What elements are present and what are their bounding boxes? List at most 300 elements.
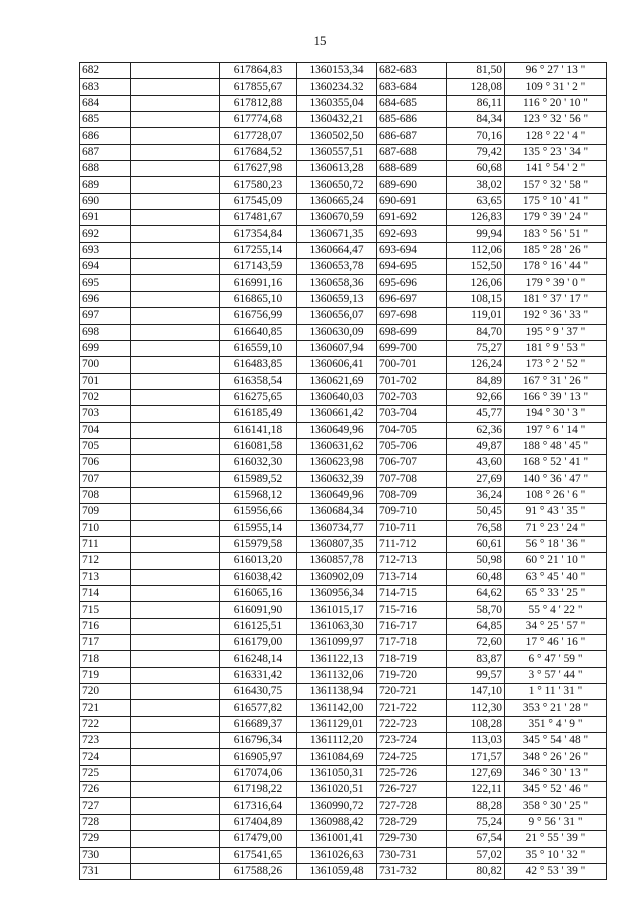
direction-angle-cell: 358 ° 30 ' 25 " (505, 798, 607, 814)
table-row (80, 586, 607, 602)
x-coordinate-cell: 616248,14 (220, 651, 297, 667)
table-row (80, 275, 607, 291)
point-number-cell: 712 (80, 553, 131, 569)
table-row (80, 226, 607, 242)
segment-cell: 707-708 (377, 471, 447, 487)
x-coordinate-cell: 616430,75 (220, 684, 297, 700)
segment-cell: 704-705 (377, 422, 447, 438)
y-coordinate-cell: 1360650,72 (297, 177, 377, 193)
point-number-cell: 719 (80, 667, 131, 683)
blank-cell (131, 112, 220, 128)
direction-angle-cell: 197 ° 6 ' 14 " (505, 422, 607, 438)
blank-cell (131, 308, 220, 324)
point-number-cell: 698 (80, 324, 131, 340)
blank-cell (131, 340, 220, 356)
table-row (80, 618, 607, 634)
blank-cell (131, 455, 220, 471)
point-number-cell: 710 (80, 520, 131, 536)
segment-cell: 693-694 (377, 242, 447, 258)
y-coordinate-cell: 1361132,06 (297, 667, 377, 683)
segment-cell: 727-728 (377, 798, 447, 814)
blank-cell (131, 602, 220, 618)
table-row (80, 455, 607, 471)
point-number-cell: 703 (80, 406, 131, 422)
length-cell: 113,03 (447, 733, 505, 749)
table-row (80, 177, 607, 193)
direction-angle-cell: 35 ° 10 ' 32 " (505, 847, 607, 863)
segment-cell: 685-686 (377, 112, 447, 128)
blank-cell (131, 177, 220, 193)
x-coordinate-cell: 616905,97 (220, 749, 297, 765)
x-coordinate-cell: 615955,14 (220, 520, 297, 536)
length-cell: 38,02 (447, 177, 505, 193)
y-coordinate-cell: 1360656,07 (297, 308, 377, 324)
table-row (80, 210, 607, 226)
segment-cell: 686-687 (377, 128, 447, 144)
segment-cell: 692-693 (377, 226, 447, 242)
x-coordinate-cell: 616038,42 (220, 569, 297, 585)
table-row (80, 128, 607, 144)
y-coordinate-cell: 1361050,31 (297, 765, 377, 781)
blank-cell (131, 373, 220, 389)
length-cell: 63,65 (447, 193, 505, 209)
direction-angle-cell: 178 ° 16 ' 44 " (505, 259, 607, 275)
y-coordinate-cell: 1360857,78 (297, 553, 377, 569)
y-coordinate-cell: 1360658,36 (297, 275, 377, 291)
x-coordinate-cell: 616065,16 (220, 586, 297, 602)
table-row (80, 765, 607, 781)
point-number-cell: 690 (80, 193, 131, 209)
y-coordinate-cell: 1361084,69 (297, 749, 377, 765)
direction-angle-cell: 192 ° 36 ' 33 " (505, 308, 607, 324)
x-coordinate-cell: 616185,49 (220, 406, 297, 422)
y-coordinate-cell: 1361129,01 (297, 716, 377, 732)
blank-cell (131, 504, 220, 520)
point-number-cell: 696 (80, 291, 131, 307)
table-row (80, 471, 607, 487)
segment-cell: 711-712 (377, 536, 447, 552)
table-row (80, 536, 607, 552)
y-coordinate-cell: 1361142,00 (297, 700, 377, 716)
blank-cell (131, 144, 220, 160)
direction-angle-cell: 353 ° 21 ' 28 " (505, 700, 607, 716)
segment-cell: 719-720 (377, 667, 447, 683)
direction-angle-cell: 135 ° 23 ' 34 " (505, 144, 607, 160)
table-row (80, 569, 607, 585)
direction-angle-cell: 345 ° 52 ' 46 " (505, 782, 607, 798)
blank-cell (131, 651, 220, 667)
table-row (80, 438, 607, 454)
length-cell: 86,11 (447, 95, 505, 111)
blank-cell (131, 128, 220, 144)
direction-angle-cell: 179 ° 39 ' 24 " (505, 210, 607, 226)
direction-angle-cell: 167 ° 31 ' 26 " (505, 373, 607, 389)
length-cell: 126,06 (447, 275, 505, 291)
direction-angle-cell: 56 ° 18 ' 36 " (505, 536, 607, 552)
point-number-cell: 731 (80, 863, 131, 879)
blank-cell (131, 161, 220, 177)
x-coordinate-cell: 616179,00 (220, 635, 297, 651)
blank-cell (131, 733, 220, 749)
x-coordinate-cell: 617627,98 (220, 161, 297, 177)
segment-cell: 730-731 (377, 847, 447, 863)
table-row (80, 112, 607, 128)
table-row (80, 324, 607, 340)
x-coordinate-cell: 617255,14 (220, 242, 297, 258)
point-number-cell: 709 (80, 504, 131, 520)
segment-cell: 729-730 (377, 831, 447, 847)
length-cell: 50,98 (447, 553, 505, 569)
direction-angle-cell: 345 ° 54 ' 48 " (505, 733, 607, 749)
page-number: 15 (313, 33, 327, 48)
point-number-cell: 707 (80, 471, 131, 487)
segment-cell: 721-722 (377, 700, 447, 716)
y-coordinate-cell: 1360630,09 (297, 324, 377, 340)
blank-cell (131, 749, 220, 765)
blank-cell (131, 389, 220, 405)
direction-angle-cell: 351 ° 4 ' 9 " (505, 716, 607, 732)
blank-cell (131, 520, 220, 536)
point-number-cell: 705 (80, 438, 131, 454)
direction-angle-cell: 181 ° 9 ' 53 " (505, 340, 607, 356)
table-row (80, 863, 607, 879)
blank-cell (131, 798, 220, 814)
direction-angle-cell: 17 ° 46 ' 16 " (505, 635, 607, 651)
table-row (80, 504, 607, 520)
y-coordinate-cell: 1361001,41 (297, 831, 377, 847)
direction-angle-cell: 185 ° 28 ' 26 " (505, 242, 607, 258)
direction-angle-cell: 166 ° 39 ' 13 " (505, 389, 607, 405)
segment-cell: 688-689 (377, 161, 447, 177)
blank-cell (131, 586, 220, 602)
point-number-cell: 726 (80, 782, 131, 798)
direction-angle-cell: 42 ° 53 ' 39 " (505, 863, 607, 879)
table-row (80, 520, 607, 536)
segment-cell: 705-706 (377, 438, 447, 454)
x-coordinate-cell: 617316,64 (220, 798, 297, 814)
length-cell: 147,10 (447, 684, 505, 700)
blank-cell (131, 667, 220, 683)
segment-cell: 690-691 (377, 193, 447, 209)
blank-cell (131, 863, 220, 879)
point-number-cell: 722 (80, 716, 131, 732)
table-row (80, 814, 607, 830)
point-number-cell: 714 (80, 586, 131, 602)
length-cell: 64,85 (447, 618, 505, 634)
x-coordinate-cell: 616640,85 (220, 324, 297, 340)
x-coordinate-cell: 615968,12 (220, 487, 297, 503)
x-coordinate-cell: 617855,67 (220, 79, 297, 95)
x-coordinate-cell: 616081,58 (220, 438, 297, 454)
table-row (80, 144, 607, 160)
point-number-cell: 693 (80, 242, 131, 258)
y-coordinate-cell: 1360671,35 (297, 226, 377, 242)
table-row (80, 684, 607, 700)
blank-cell (131, 259, 220, 275)
table-row (80, 389, 607, 405)
point-number-cell: 718 (80, 651, 131, 667)
point-number-cell: 695 (80, 275, 131, 291)
y-coordinate-cell: 1360988,42 (297, 814, 377, 830)
y-coordinate-cell: 1361112,20 (297, 733, 377, 749)
x-coordinate-cell: 616141,18 (220, 422, 297, 438)
point-number-cell: 715 (80, 602, 131, 618)
blank-cell (131, 487, 220, 503)
point-number-cell: 713 (80, 569, 131, 585)
x-coordinate-cell: 616091,90 (220, 602, 297, 618)
y-coordinate-cell: 1361063,30 (297, 618, 377, 634)
x-coordinate-cell: 616358,54 (220, 373, 297, 389)
segment-cell: 723-724 (377, 733, 447, 749)
length-cell: 72,60 (447, 635, 505, 651)
blank-cell (131, 438, 220, 454)
point-number-cell: 720 (80, 684, 131, 700)
x-coordinate-cell: 615989,52 (220, 471, 297, 487)
direction-angle-cell: 194 ° 30 ' 3 " (505, 406, 607, 422)
table-row (80, 193, 607, 209)
length-cell: 75,27 (447, 340, 505, 356)
length-cell: 84,89 (447, 373, 505, 389)
blank-cell (131, 765, 220, 781)
segment-cell: 701-702 (377, 373, 447, 389)
direction-angle-cell: 55 ° 4 ' 22 " (505, 602, 607, 618)
x-coordinate-cell: 617541,65 (220, 847, 297, 863)
blank-cell (131, 422, 220, 438)
point-number-cell: 688 (80, 161, 131, 177)
direction-angle-cell: 6 ° 47 ' 59 " (505, 651, 607, 667)
length-cell: 50,45 (447, 504, 505, 520)
blank-cell (131, 324, 220, 340)
table-row (80, 308, 607, 324)
direction-angle-cell: 65 ° 33 ' 25 " (505, 586, 607, 602)
segment-cell: 726-727 (377, 782, 447, 798)
y-coordinate-cell: 1361138,94 (297, 684, 377, 700)
table-row (80, 716, 607, 732)
point-number-cell: 700 (80, 357, 131, 373)
direction-angle-cell: 116 ° 20 ' 10 " (505, 95, 607, 111)
direction-angle-cell: 179 ° 39 ' 0 " (505, 275, 607, 291)
y-coordinate-cell: 1360664,47 (297, 242, 377, 258)
segment-cell: 713-714 (377, 569, 447, 585)
point-number-cell: 702 (80, 389, 131, 405)
point-number-cell: 683 (80, 79, 131, 95)
blank-cell (131, 847, 220, 863)
y-coordinate-cell: 1361099,97 (297, 635, 377, 651)
direction-angle-cell: 168 ° 52 ' 41 " (505, 455, 607, 471)
y-coordinate-cell: 1360807,35 (297, 536, 377, 552)
segment-cell: 722-723 (377, 716, 447, 732)
segment-cell: 703-704 (377, 406, 447, 422)
length-cell: 76,58 (447, 520, 505, 536)
segment-cell: 731-732 (377, 863, 447, 879)
point-number-cell: 724 (80, 749, 131, 765)
segment-cell: 687-688 (377, 144, 447, 160)
direction-angle-cell: 34 ° 25 ' 57 " (505, 618, 607, 634)
segment-cell: 698-699 (377, 324, 447, 340)
length-cell: 60,68 (447, 161, 505, 177)
table-row (80, 847, 607, 863)
segment-cell: 718-719 (377, 651, 447, 667)
x-coordinate-cell: 617404,89 (220, 814, 297, 830)
x-coordinate-cell: 617812,88 (220, 95, 297, 111)
blank-cell (131, 291, 220, 307)
x-coordinate-cell: 616577,82 (220, 700, 297, 716)
x-coordinate-cell: 616032,30 (220, 455, 297, 471)
y-coordinate-cell: 1360606,41 (297, 357, 377, 373)
x-coordinate-cell: 617864,83 (220, 63, 297, 79)
direction-angle-cell: 71 ° 23 ' 24 " (505, 520, 607, 536)
table-row (80, 291, 607, 307)
point-number-cell: 723 (80, 733, 131, 749)
y-coordinate-cell: 1360607,94 (297, 340, 377, 356)
segment-cell: 697-698 (377, 308, 447, 324)
table-row (80, 95, 607, 111)
point-number-cell: 684 (80, 95, 131, 111)
segment-cell: 728-729 (377, 814, 447, 830)
x-coordinate-cell: 617580,23 (220, 177, 297, 193)
table-row (80, 831, 607, 847)
direction-angle-cell: 3 ° 57 ' 44 " (505, 667, 607, 683)
length-cell: 119,01 (447, 308, 505, 324)
segment-cell: 716-717 (377, 618, 447, 634)
table-row (80, 749, 607, 765)
blank-cell (131, 536, 220, 552)
y-coordinate-cell: 1360734,77 (297, 520, 377, 536)
table-row (80, 340, 607, 356)
segment-cell: 694-695 (377, 259, 447, 275)
direction-angle-cell: 346 ° 30 ' 13 " (505, 765, 607, 781)
direction-angle-cell: 123 ° 32 ' 56 " (505, 112, 607, 128)
segment-cell: 725-726 (377, 765, 447, 781)
table-row (80, 782, 607, 798)
point-number-cell: 730 (80, 847, 131, 863)
point-number-cell: 694 (80, 259, 131, 275)
segment-cell: 684-685 (377, 95, 447, 111)
direction-angle-cell: 173 ° 2 ' 52 " (505, 357, 607, 373)
y-coordinate-cell: 1360649,96 (297, 487, 377, 503)
x-coordinate-cell: 617588,26 (220, 863, 297, 879)
x-coordinate-cell: 617728,07 (220, 128, 297, 144)
y-coordinate-cell: 1361059,48 (297, 863, 377, 879)
length-cell: 70,16 (447, 128, 505, 144)
x-coordinate-cell: 616559,10 (220, 340, 297, 356)
length-cell: 83,87 (447, 651, 505, 667)
y-coordinate-cell: 1361122,13 (297, 651, 377, 667)
blank-cell (131, 814, 220, 830)
y-coordinate-cell: 1360623,98 (297, 455, 377, 471)
x-coordinate-cell: 617774,68 (220, 112, 297, 128)
blank-cell (131, 210, 220, 226)
point-number-cell: 711 (80, 536, 131, 552)
length-cell: 152,50 (447, 259, 505, 275)
length-cell: 60,48 (447, 569, 505, 585)
segment-cell: 689-690 (377, 177, 447, 193)
table-row (80, 651, 607, 667)
x-coordinate-cell: 616756,99 (220, 308, 297, 324)
x-coordinate-cell: 615979,58 (220, 536, 297, 552)
blank-cell (131, 716, 220, 732)
table-row (80, 357, 607, 373)
blank-cell (131, 275, 220, 291)
blank-cell (131, 357, 220, 373)
y-coordinate-cell: 1360990,72 (297, 798, 377, 814)
point-number-cell: 685 (80, 112, 131, 128)
length-cell: 81,50 (447, 63, 505, 79)
length-cell: 45,77 (447, 406, 505, 422)
blank-cell (131, 193, 220, 209)
direction-angle-cell: 188 ° 48 ' 45 " (505, 438, 607, 454)
point-number-cell: 717 (80, 635, 131, 651)
table-row (80, 667, 607, 683)
table-row (80, 487, 607, 503)
blank-cell (131, 79, 220, 95)
length-cell: 84,70 (447, 324, 505, 340)
x-coordinate-cell: 615956,66 (220, 504, 297, 520)
y-coordinate-cell: 1360613,28 (297, 161, 377, 177)
y-coordinate-cell: 1360653,78 (297, 259, 377, 275)
blank-cell (131, 63, 220, 79)
y-coordinate-cell: 1360659,13 (297, 291, 377, 307)
direction-angle-cell: 91 ° 43 ' 35 " (505, 504, 607, 520)
length-cell: 92,66 (447, 389, 505, 405)
direction-angle-cell: 141 ° 54 ' 2 " (505, 161, 607, 177)
y-coordinate-cell: 1360432,21 (297, 112, 377, 128)
direction-angle-cell: 348 ° 26 ' 26 " (505, 749, 607, 765)
segment-cell: 702-703 (377, 389, 447, 405)
y-coordinate-cell: 1360355,04 (297, 95, 377, 111)
point-number-cell: 682 (80, 63, 131, 79)
y-coordinate-cell: 1360502,50 (297, 128, 377, 144)
direction-angle-cell: 183 ° 56 ' 51 " (505, 226, 607, 242)
segment-cell: 706-707 (377, 455, 447, 471)
length-cell: 75,24 (447, 814, 505, 830)
direction-angle-cell: 108 ° 26 ' 6 " (505, 487, 607, 503)
coordinates-table (79, 62, 607, 880)
blank-cell (131, 95, 220, 111)
direction-angle-cell: 63 ° 45 ' 40 " (505, 569, 607, 585)
blank-cell (131, 635, 220, 651)
length-cell: 79,42 (447, 144, 505, 160)
x-coordinate-cell: 617545,09 (220, 193, 297, 209)
length-cell: 67,54 (447, 831, 505, 847)
y-coordinate-cell: 1361020,51 (297, 782, 377, 798)
segment-cell: 682-683 (377, 63, 447, 79)
y-coordinate-cell: 1361026,63 (297, 847, 377, 863)
direction-angle-cell: 96 ° 27 ' 13 " (505, 63, 607, 79)
blank-cell (131, 553, 220, 569)
x-coordinate-cell: 616331,42 (220, 667, 297, 683)
segment-cell: 720-721 (377, 684, 447, 700)
blank-cell (131, 406, 220, 422)
length-cell: 43,60 (447, 455, 505, 471)
direction-angle-cell: 109 ° 31 ' 2 " (505, 79, 607, 95)
y-coordinate-cell: 1361015,17 (297, 602, 377, 618)
x-coordinate-cell: 617074,06 (220, 765, 297, 781)
direction-angle-cell: 195 ° 9 ' 37 " (505, 324, 607, 340)
table-row (80, 635, 607, 651)
y-coordinate-cell: 1360234.32 (297, 79, 377, 95)
x-coordinate-cell: 616865,10 (220, 291, 297, 307)
segment-cell: 700-701 (377, 357, 447, 373)
length-cell: 108,15 (447, 291, 505, 307)
blank-cell (131, 242, 220, 258)
x-coordinate-cell: 617143,59 (220, 259, 297, 275)
x-coordinate-cell: 617198,22 (220, 782, 297, 798)
length-cell: 49,87 (447, 438, 505, 454)
point-number-cell: 699 (80, 340, 131, 356)
table-row (80, 602, 607, 618)
direction-angle-cell: 181 ° 37 ' 17 " (505, 291, 607, 307)
